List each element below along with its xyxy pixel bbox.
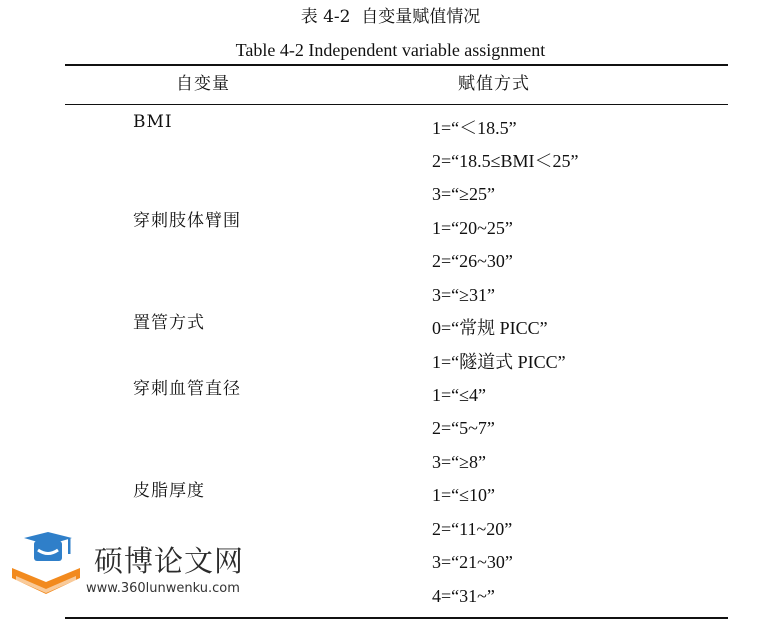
watermark xyxy=(8,532,278,604)
variable-bmi: BMI xyxy=(133,112,173,132)
assignment-value: 2=“11~20” xyxy=(432,519,513,539)
assignment-value: 2=“18.5≤BMI＜25” xyxy=(432,151,579,171)
watermark-url: www.360lunwenku.com xyxy=(86,581,240,596)
assignment-value: 1=“≤10” xyxy=(432,485,496,505)
assignment-value: 3=“≥25” xyxy=(432,184,496,204)
table-header-rule xyxy=(65,104,728,105)
assignment-value: 3=“≥31” xyxy=(432,285,496,305)
graduation-book-icon xyxy=(8,532,86,604)
variable-skinfold-thickness: 皮脂厚度 xyxy=(133,481,205,501)
assignment-value: 3=“≥8” xyxy=(432,452,487,472)
header-variable: 自变量 xyxy=(176,74,230,94)
variable-arm-circumference: 穿刺肢体臂围 xyxy=(133,211,241,231)
assignment-value: 4=“31~” xyxy=(432,586,495,606)
table-bottom-rule xyxy=(65,617,728,619)
assignment-value: 1=“隧道式 PICC” xyxy=(432,352,566,372)
assignment-value: 1=“≤4” xyxy=(432,385,487,405)
assignment-value: 3=“21~30” xyxy=(432,552,513,572)
assignment-value: 1=“＜18.5” xyxy=(432,118,517,138)
variable-vessel-diameter: 穿刺血管直径 xyxy=(133,379,241,399)
watermark-site-name: 硕博论文网 xyxy=(94,544,245,578)
table-top-rule xyxy=(65,64,728,66)
table-caption-chinese: 表 4-2 自变量赋值情况 xyxy=(300,7,481,27)
assignment-value: 2=“5~7” xyxy=(432,418,495,438)
table-caption-english: Table 4-2 Independent variable assignment xyxy=(235,40,546,60)
variable-catheter-method: 置管方式 xyxy=(133,313,205,333)
assignment-value: 1=“20~25” xyxy=(432,218,513,238)
assignment-value: 0=“常规 PICC” xyxy=(432,318,548,338)
assignment-value: 2=“26~30” xyxy=(432,251,513,271)
header-assignment: 赋值方式 xyxy=(458,74,530,94)
